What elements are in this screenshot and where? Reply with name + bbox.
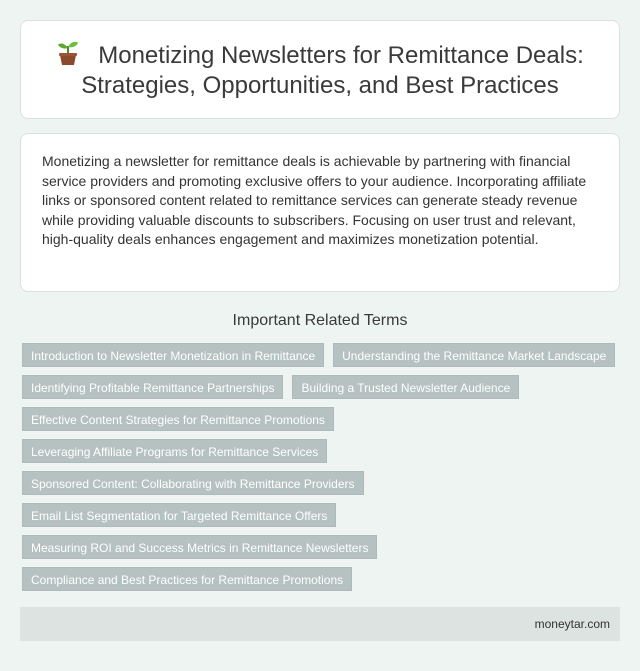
term-tag[interactable]: Effective Content Strategies for Remittance Promotions [22, 407, 334, 431]
intro-text: Monetizing a newsletter for remittance deals is achievable by partnering with financial service providers and promoting exclusive offers to your audience. Incorporating affiliate links or sponsored content related to remittance services can generate steady revenue while providing valuable discounts to subscribers. Focusing on user trust and relevant, high-quality deals enhances engagement and maximizes monetization potential. [42, 153, 587, 248]
footer [20, 607, 620, 641]
term-tag[interactable]: Leveraging Affiliate Programs for Remittance Services [22, 439, 327, 463]
related-terms-list [22, 343, 622, 599]
term-tag[interactable]: Introduction to Newsletter Monetization in Remittance [22, 343, 324, 367]
term-tag[interactable]: Compliance and Best Practices for Remittance Promotions [22, 567, 352, 591]
sprout-icon [56, 39, 80, 67]
term-tag[interactable]: Identifying Profitable Remittance Partnerships [22, 375, 283, 399]
page-title [40, 39, 600, 101]
term-tag[interactable]: Measuring ROI and Success Metrics in Remittance Newsletters [22, 535, 377, 559]
footer-site[interactable]: moneytar.com [534, 617, 610, 631]
title-text: Monetizing Newsletters for Remittance Deals: Strategies, Opportunities, and Best Practices [81, 41, 584, 99]
term-tag[interactable]: Understanding the Remittance Market Landscape [333, 343, 615, 367]
title-card [20, 20, 620, 119]
intro-card [20, 133, 620, 292]
term-tag[interactable]: Sponsored Content: Collaborating with Remittance Providers [22, 471, 364, 495]
related-terms-heading: Important Related Terms [232, 312, 408, 329]
term-tag[interactable]: Building a Trusted Newsletter Audience [292, 375, 519, 399]
term-tag[interactable]: Email List Segmentation for Targeted Remittance Offers [22, 503, 336, 527]
